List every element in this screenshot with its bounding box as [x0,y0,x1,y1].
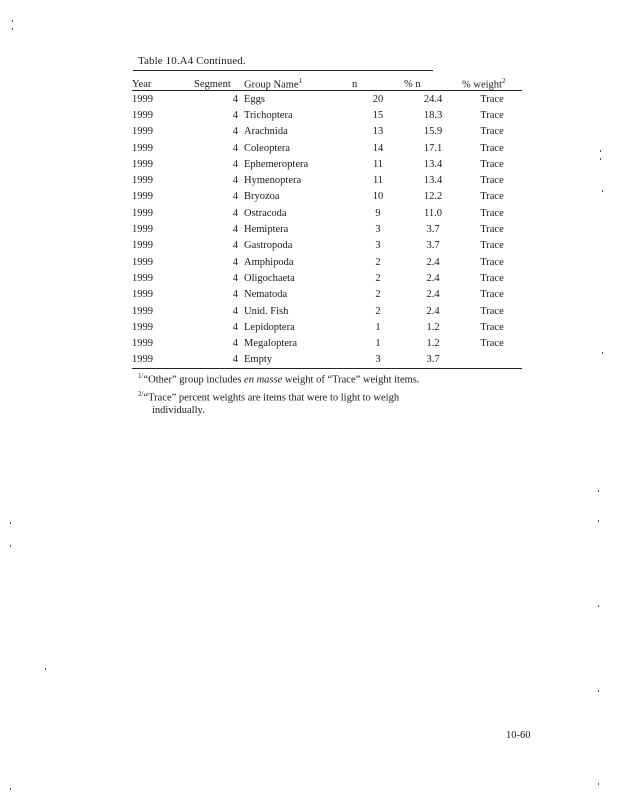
scan-speck [598,783,599,785]
table-row: 1999 4 Unid. Fish 2 2.4 Trace [132,305,504,317]
col-header-pct-weight: % weight$^2$ [462,72,522,91]
table-row: 1999 4 Ostracoda 9 11.0 Trace [132,207,504,219]
table-row: 1999 4 Lepidoptera 1 1.2 Trace [132,321,504,333]
table-row: 1999 4 Megaloptera 1 1.2 Trace [132,338,504,350]
scan-speck [12,28,13,30]
table-row: 1999 4 Coleoptera 14 17.1 Trace [132,142,504,154]
scan-speck [10,522,11,524]
diet-composition-table [132,72,522,369]
scan-speck [12,20,13,22]
table-row: 1999 4 Ephemeroptera 11 13.4 Trace [132,158,504,170]
col-header-group-name: Group Name$^1$ [244,72,352,91]
footnote-2-continued: individually. [152,405,205,416]
scan-speck [10,545,11,547]
table-row: 1999 4 Eggs 20 24.4 Trace [132,93,504,105]
table-row: 1999 4 Trichoptera 15 18.3 Trace [132,109,504,121]
scan-speck [600,158,601,160]
scan-speck [10,788,11,790]
col-header-year: Year [132,72,194,91]
scan-speck [600,150,601,152]
scan-speck [598,520,599,522]
table-row: 1999 4 Gastropoda 3 3.7 Trace [132,240,504,252]
table-header-row [132,72,522,91]
table-row: 1999 4 Arachnida 13 15.9 Trace [132,126,504,138]
table-row: 1999 4 Bryozoa 10 12.2 Trace [132,191,504,203]
table-row: 1999 4 Oligochaeta 2 2.4 Trace [132,272,504,284]
scan-speck [598,490,599,492]
scan-speck [598,605,599,607]
scan-speck [45,668,46,670]
footnote-1: $^{1/}$“Other” group includes en masse weight of “Trace” weight items. [138,372,420,386]
page-number: 10-60 [506,730,531,741]
table-row: 1999 4 Hemiptera 3 3.7 Trace [132,224,504,236]
scan-speck [602,352,603,354]
table-caption: Table 10.A4 Continued. [138,55,246,67]
table-footnotes [138,370,468,417]
table-row: 1999 4 Amphipoda 2 2.4 Trace [132,256,504,268]
col-header-pct-n: % n [404,72,462,91]
table-row: 1999 4 Nematoda 2 2.4 Trace [132,289,504,301]
scan-speck [598,690,599,692]
col-header-n: n [352,72,404,91]
caption-rule [133,70,433,71]
table-row: 1999 4 Empty 3 3.7 [132,352,522,369]
footnote-2: $^{2/}$“Trace” percent weights are items that were to light to weigh [138,389,400,403]
col-header-segment: Segment [194,72,244,91]
scan-speck [602,190,603,192]
table-row: 1999 4 Hymenoptera 11 13.4 Trace [132,175,504,187]
